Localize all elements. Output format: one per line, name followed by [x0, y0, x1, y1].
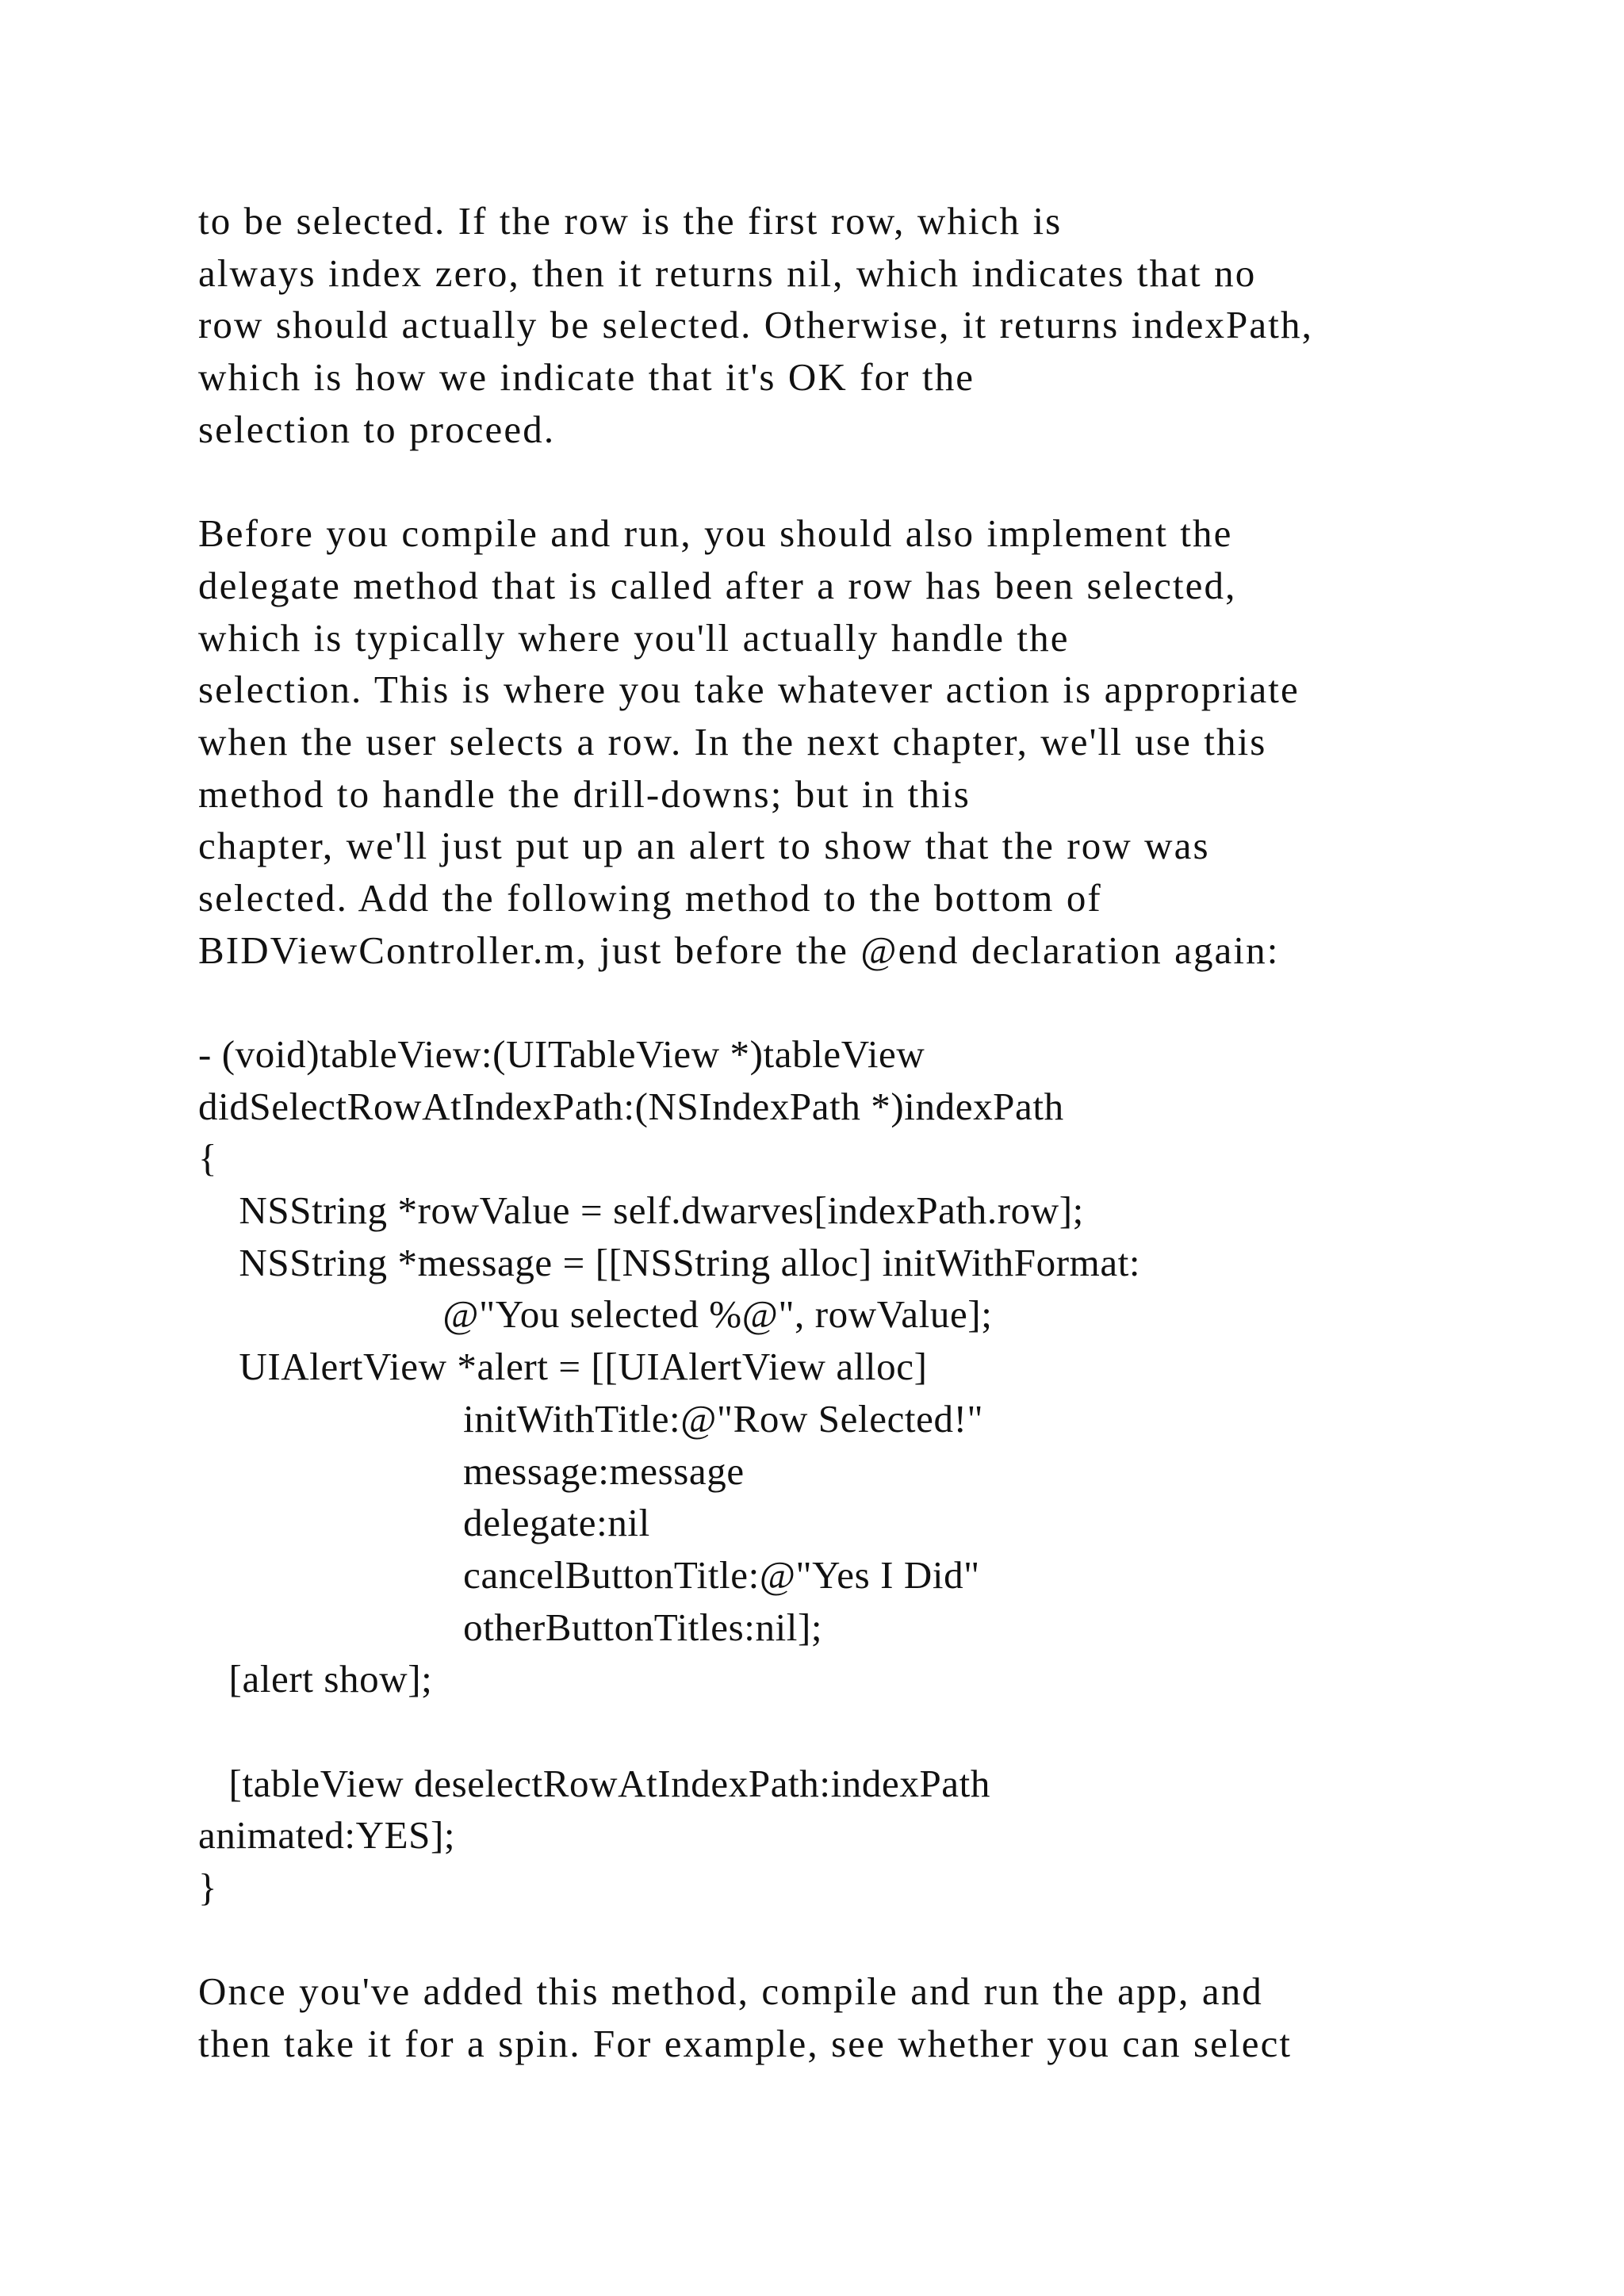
- text-line: selection to proceed.: [198, 407, 556, 451]
- document-body: [198, 195, 1594, 2070]
- text-line: which is how we indicate that it's OK for the: [198, 355, 975, 400]
- text-line: selection. This is where you take whatever action is appropriate: [198, 668, 1300, 712]
- code-line: message:message: [198, 1448, 745, 1493]
- blank-line: [198, 976, 1594, 1028]
- text-line: when the user selects a row. In the next chapter, we'll use this: [198, 719, 1267, 763]
- code-line: }: [198, 1866, 218, 1909]
- code-line: NSString *message = [[NSString alloc] initWithFormat:: [198, 1240, 1141, 1284]
- code-line: [tableView deselectRowAtIndexPath:indexPath: [198, 1761, 990, 1805]
- text-line: then take it for a spin. For example, see whether you can select: [198, 2022, 1293, 2066]
- code-line: - (void)tableView:(UITableView *)tableView: [198, 1032, 925, 1076]
- text-line: to be selected. If the row is the first row, which is: [198, 199, 1063, 243]
- text-line: delegate method that is called after a row has been selected,: [198, 563, 1237, 607]
- code-line: didSelectRowAtIndexPath:(NSIndexPath *)indexPath: [198, 1084, 1064, 1128]
- blank-line: [198, 1705, 1594, 1758]
- blank-line: [198, 455, 1594, 507]
- code-line: delegate:nil: [198, 1501, 650, 1545]
- text-line: chapter, we'll just put up an alert to show that the row was: [198, 824, 1210, 868]
- code-line: NSString *rowValue = self.dwarves[indexPath.row];: [198, 1188, 1084, 1233]
- text-line: always index zero, then it returns nil, which indicates that no: [198, 251, 1257, 295]
- text-line: row should actually be selected. Otherwise, it returns indexPath,: [198, 303, 1313, 347]
- code-line: animated:YES];: [198, 1813, 456, 1858]
- code-line: otherButtonTitles:nil];: [198, 1605, 823, 1649]
- code-line: {: [198, 1136, 218, 1181]
- code-line: @"You selected %@", rowValue];: [198, 1292, 993, 1337]
- text-line: Once you've added this method, compile and run the app, and: [198, 1969, 1263, 2014]
- text-line: Before you compile and run, you should also implement the: [198, 511, 1233, 556]
- code-line: initWithTitle:@"Row Selected!": [198, 1396, 984, 1441]
- text-line: which is typically where you'll actually handle the: [198, 615, 1070, 660]
- text-line: method to handle the drill-downs; but in this: [198, 771, 971, 816]
- code-line: UIAlertView *alert = [[UIAlertView alloc]: [198, 1345, 928, 1389]
- text-line: BIDViewController.m, just before the @end declaration again:: [198, 928, 1280, 972]
- code-line: [alert show];: [198, 1657, 433, 1701]
- text-line: selected. Add the following method to the bottom of: [198, 875, 1102, 920]
- blank-line: [198, 1914, 1594, 1966]
- code-line: cancelButtonTitle:@"Yes I Did": [198, 1552, 980, 1597]
